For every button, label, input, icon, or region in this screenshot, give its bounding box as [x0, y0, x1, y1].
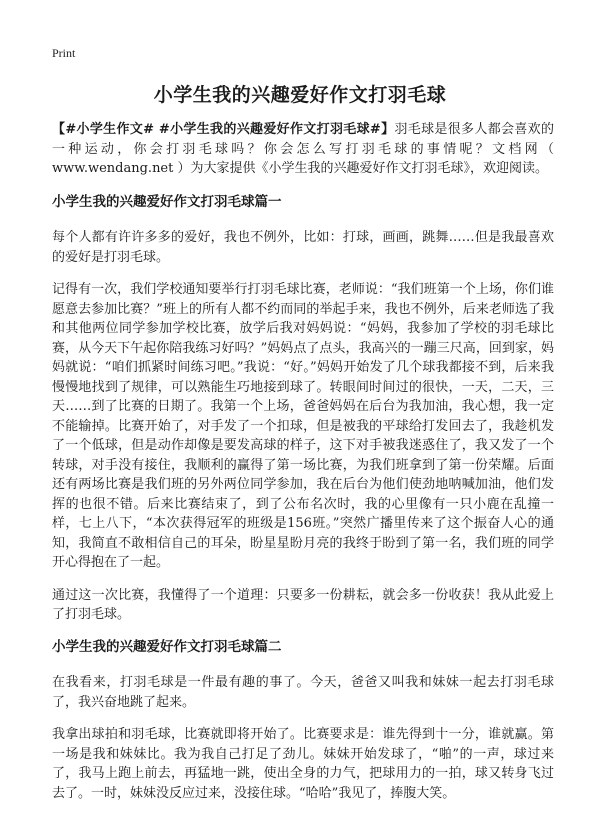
intro-paragraph	[52, 120, 554, 179]
section-1	[52, 193, 554, 625]
document-title: 小学生我的兴趣爱好作文打羽毛球	[153, 84, 447, 106]
intro-text: 羽毛球是很多人都会喜欢的一种运动，你会打羽毛球吗？你会怎么写打羽毛球的事情呢？文档网（ www.wendang.net ）为大家提供《小学生我的兴趣爱好作文打羽毛球》，欢迎阅读。	[52, 122, 554, 176]
section-2	[52, 638, 554, 804]
paragraph: 在我看来，打羽毛球是一件最有趣的事了。今天，爸爸又叫我和妹妹一起去打羽毛球了，我兴奋地跳了起来。	[52, 675, 554, 710]
section-heading: 小学生我的兴趣爱好作文打羽毛球篇一	[52, 193, 282, 210]
section-heading: 小学生我的兴趣爱好作文打羽毛球篇二	[52, 638, 282, 655]
paragraph: 通过这一次比赛，我懂得了一个道理：只要多一份耕耘，就会多一份收获！我从此爱上了打羽毛球。	[52, 587, 554, 622]
print-link[interactable]: Print	[52, 46, 76, 60]
document-body	[52, 120, 554, 816]
paragraph: 每个人都有许许多多的爱好，我也不例外，比如：打球，画画，跳舞……但是我最喜欢的爱好是打羽毛球。	[52, 230, 554, 265]
paragraph: 我拿出球拍和羽毛球，比赛就即将开始了。比赛要求是：谁先得到十一分，谁就赢。第一场是我和妹妹比。我为我自己打足了劲儿。妹妹开始发球了，“啪”的一声，球过来了，我马上跑上前去，再猛地一跳，使出全身的力气，把球用力的一拍，球又转身飞过去了。一时，妹妹没反应过来，没接住球。“哈哈”我见了，捧腹大笑。	[52, 727, 554, 801]
intro-tag: 【#小学生作文# #小学生我的兴趣爱好作文打羽毛球#】	[52, 122, 395, 137]
paragraph: 记得有一次，我们学校通知要举行打羽毛球比赛，老师说：“我们班第一个上场，你们谁愿意去参加比赛？”班上的所有人都不约而同的举起手来，我也不例外，后来老师选了我和其他两位同学参加学校比赛，放学后我对妈妈说：“妈妈，我参加了学校的羽毛球比赛，从今天下午起你陪我练习好吗？”妈妈点了点头，我高兴的一蹦三尺高，回到家，妈妈就说：“咱们抓紧时间练习吧。”我说：“好。”妈妈开始发了几个球我都接不到，后来我慢慢地找到了规律，可以熟能生巧地接到球了。转眼间时间过的很快，一天，二天，三天……到了比赛的日期了。我第一个上场，爸爸妈妈在后台为我加油，我心想，我一定不能输掉。比赛开始了，对手发了一个扣球，但是被我的平球给打发回去了，我趁机发了一个低球，但是动作却像是要发高球的样子，这下对手被我迷惑住了，我又发了一个转球，对手没有接住，我顺利的赢得了第一场比赛，为我们班拿到了第一份荣耀。后面还有两场比赛是我们班的另外两位同学参加，我在后台为他们使劲地呐喊加油，他们发挥的也很不错。后来比赛结束了，到了公布名次时，我的心里像有一只小鹿在乱撞一样，七上八下，“本次获得冠军的班级是156班。”突然广播里传来了这个振奋人心的通知，我简直不敢相信自己的耳朵，盼星星盼月亮的我终于盼到了第一名，我们班的同学开心得抱在了一起。	[52, 282, 554, 570]
